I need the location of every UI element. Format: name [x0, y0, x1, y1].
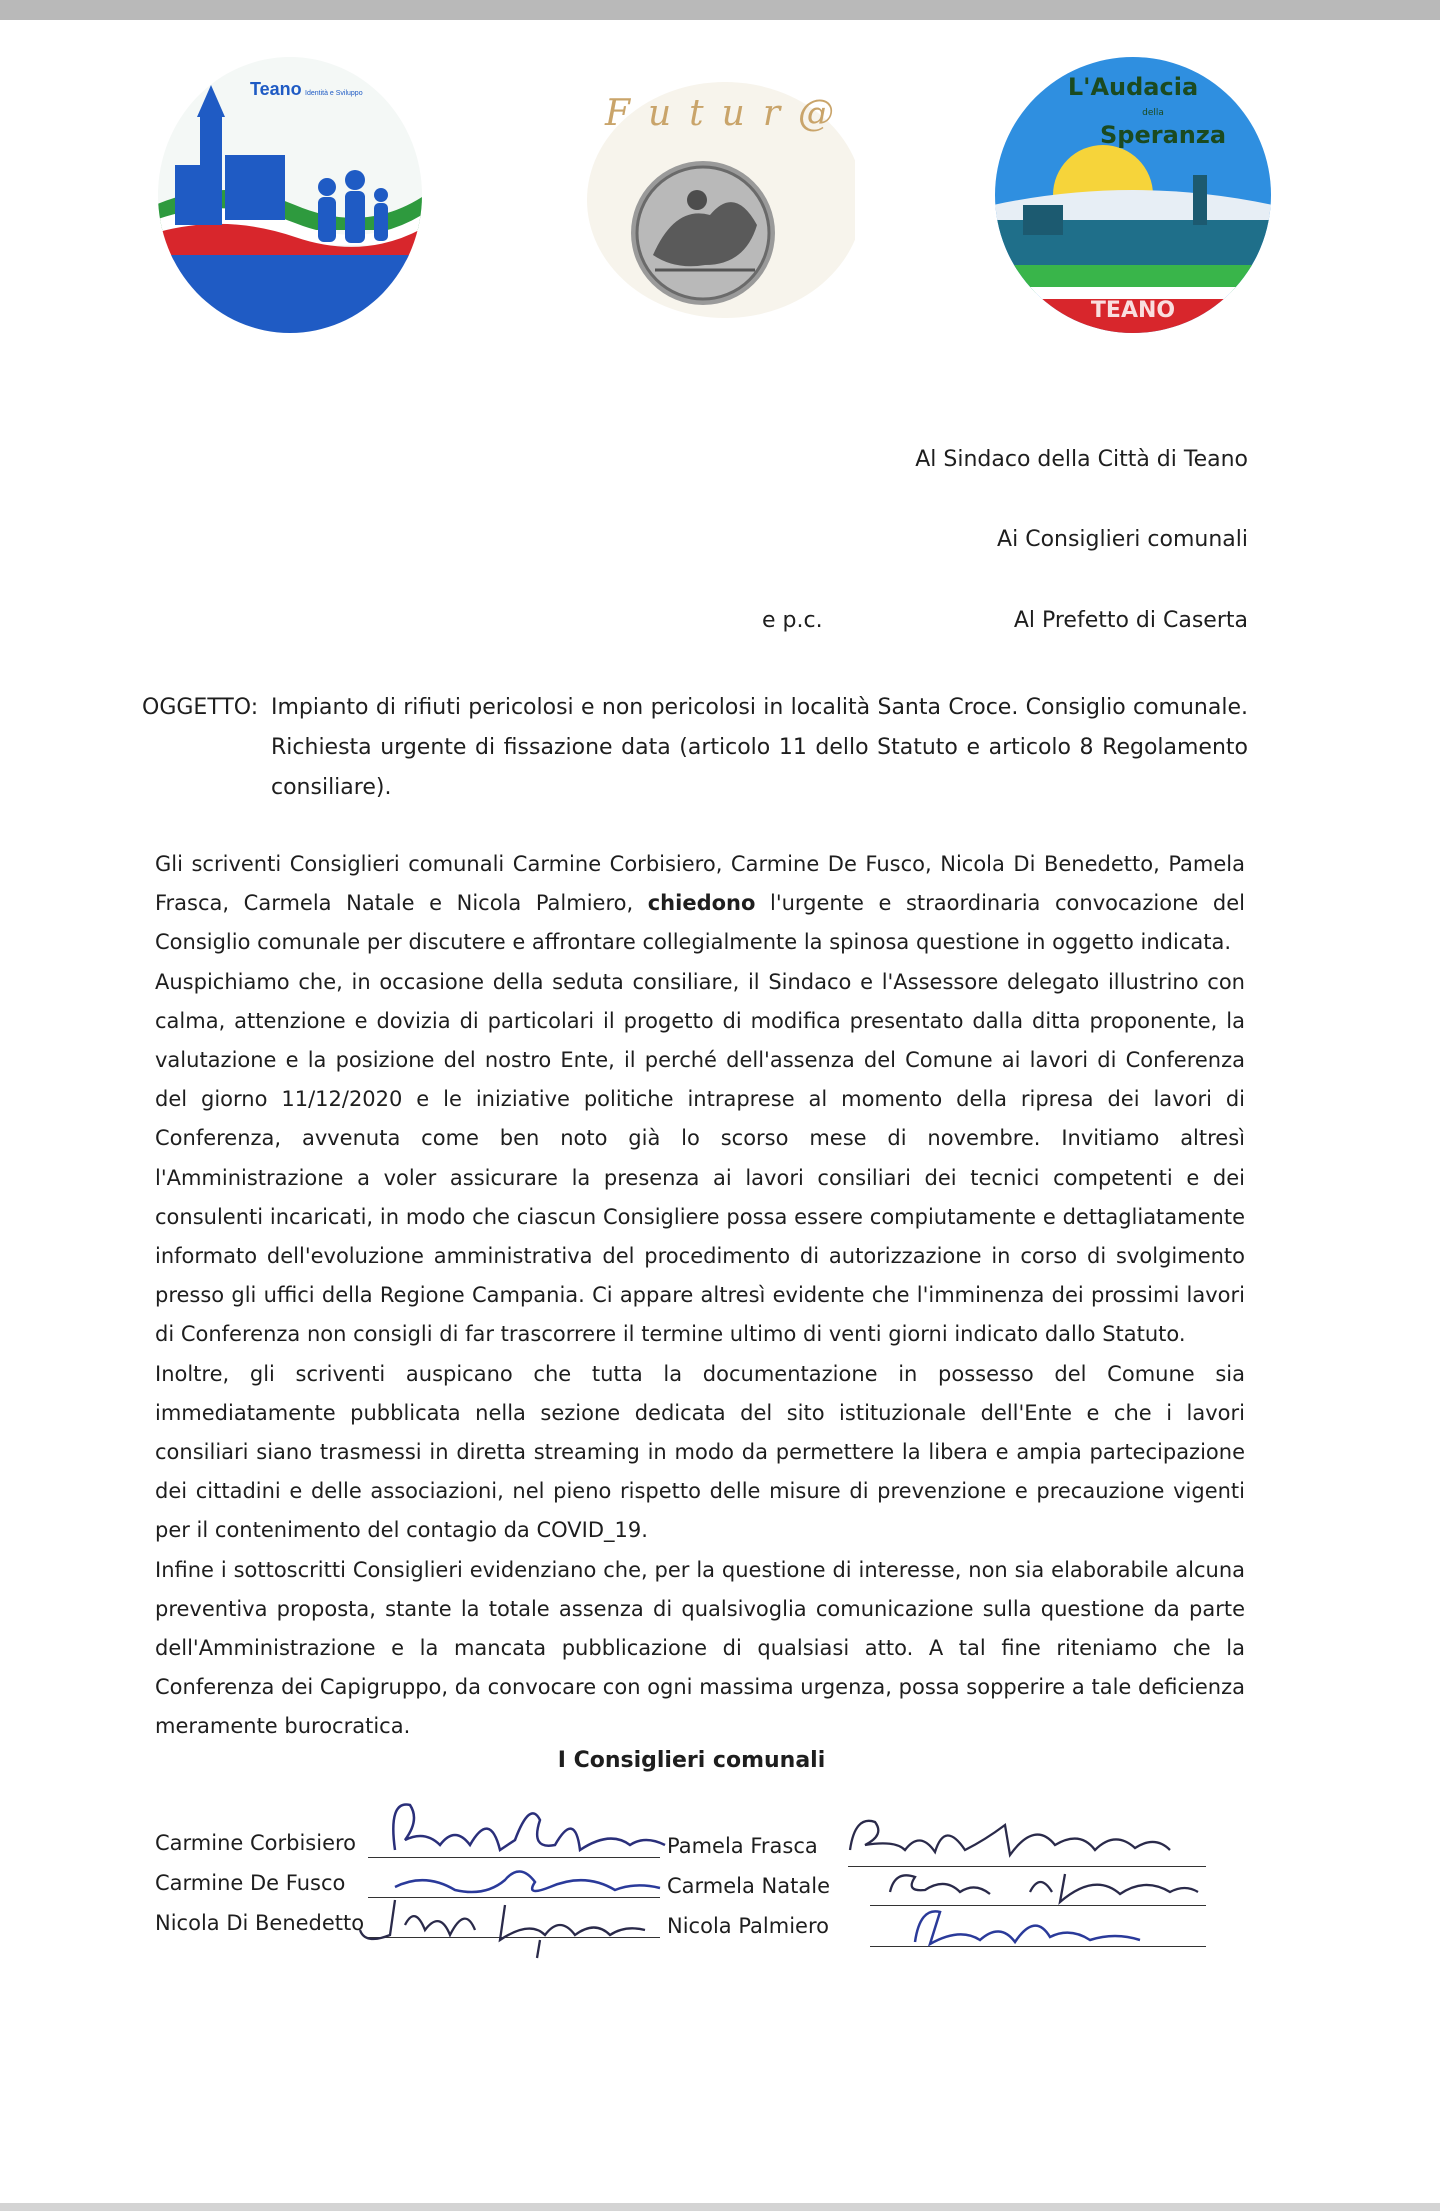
signature-di-benedetto	[355, 1890, 655, 1960]
audacia-logo-title: L'Audacia	[1067, 73, 1199, 101]
signatures-heading: I Consiglieri comunali	[557, 1748, 826, 1773]
signatory-name: Carmela Natale	[667, 1874, 830, 1898]
oggetto-text: Impianto di rifiuti pericolosi e non pericolosi in località Santa Croce. Consiglio comunale. Richiesta urgente di fissazione data (articolo 11 dello Statuto e articolo 8 Regolamento consiliare).	[271, 695, 1248, 800]
recipient-consiglieri: Ai Consiglieri comunali	[997, 527, 1248, 552]
audacia-logo-footer: TEANO	[1090, 298, 1176, 323]
teano-logo-title: Teano	[250, 79, 302, 99]
signature-frasca	[845, 1810, 1175, 1870]
audacia-logo-subtitle: Speranza	[1099, 121, 1227, 149]
signature-palmiero	[900, 1902, 1150, 1952]
teano-logo	[155, 55, 425, 335]
paragraph-1-bold: chiedono	[647, 891, 756, 916]
paragraph-1-text-b: l'urgente e straordinaria convocazione del Consiglio comunale per discutere e affrontare collegialmente la spinosa questione in oggetto indicata.	[155, 891, 1245, 955]
per-conoscenza-label: e p.c.	[762, 608, 823, 633]
letter-body	[155, 845, 1245, 1747]
scan-bottom-border	[0, 2203, 1440, 2211]
futura-logo-text: Futur@	[605, 93, 853, 134]
scan-top-border	[0, 0, 1440, 20]
recipient-prefetto: Al Prefetto di Caserta	[1013, 608, 1248, 633]
signatory-name: Pamela Frasca	[667, 1834, 818, 1858]
paragraph-4: Infine i sottoscritti Consiglieri evidenziano che, per la questione di interesse, non sia elaborabile alcuna preventiva proposta, stante la totale assenza di qualsivoglia comunicazione sulla questione da parte dell'Amministrazione e la mancata pubblicazione di qualsiasi atto. A tal fine riteniamo che la Conferenza dei Capigruppo, da convocare con ogni massima urgenza, possa sopperire a tale deficienza meramente burocratica.	[155, 1557, 1245, 1739]
recipient-sindaco: Al Sindaco della Città di Teano	[915, 447, 1248, 472]
paragraph-2: Auspichiamo che, in occasione della seduta consiliare, il Sindaco e l'Assessore delegato illustrino con calma, attenzione e dovizia di particolari il progetto di modifica presentato dalla ditta proponente, la valutazione e la posizione del nostro Ente, il perché dell'assenza del Comune ai lavori di Conferenza del giorno 11/12/2020 e le iniziative politiche intraprese al momento della ripresa dei lavori di Conferenza, avvenuta come ben noto già lo scorso mese di novembre. Invitiamo altresì l'Amministrazione a voler assicurare la presenza ai lavori consiliari dei tecnici competenti e dei consulenti incaricati, in modo che ciascun Consigliere possa essere compiutamente e dettagliatamente informato dell'evoluzione amministrativa del procedimento di autorizzazione in corso di svolgimento presso gli uffici della Regione Campania. Ci appare altresì evidente che l'imminenza dei prossimi lavori di Conferenza non consigli di far trascorrere il termine ultimo di venti giorni indicato dallo Statuto.	[155, 969, 1245, 1347]
signatory-name: Nicola Palmiero	[667, 1914, 829, 1938]
futura-logo	[575, 65, 855, 320]
signatory-name: Carmine Corbisiero	[155, 1831, 357, 1855]
oggetto-label: OGGETTO:	[142, 695, 259, 720]
paragraph-1	[155, 845, 1245, 963]
signatory-name: Nicola Di Benedetto	[155, 1911, 365, 1935]
paragraph-1-text-a: Gli scriventi Consiglieri comunali Carmine Corbisiero, Carmine De Fusco, Nicola Di Benedetto, Pamela Frasca, Carmela Natale e Nicola Palmiero,	[155, 852, 1245, 916]
paragraph-3: Inoltre, gli scriventi auspicano che tutta la documentazione in possesso del Comune sia immediatamente pubblicata nella sezione dedicata del sito istituzionale dell'Ente e che i lavori consiliari siano trasmessi in diretta streaming in modo da permettere la libera e ampia partecipazione dei cittadini e delle associazioni, nel pieno rispetto delle misure di prevenzione e precauzione vigenti per il contenimento del contagio da COVID_19.	[155, 1361, 1245, 1543]
audacia-logo-della: della	[1142, 108, 1164, 118]
teano-logo-subtitle: Identità e Sviluppo	[305, 90, 363, 97]
audacia-logo	[993, 55, 1273, 335]
signatory-name: Carmine De Fusco	[155, 1871, 346, 1895]
oggetto-block	[142, 688, 1248, 808]
